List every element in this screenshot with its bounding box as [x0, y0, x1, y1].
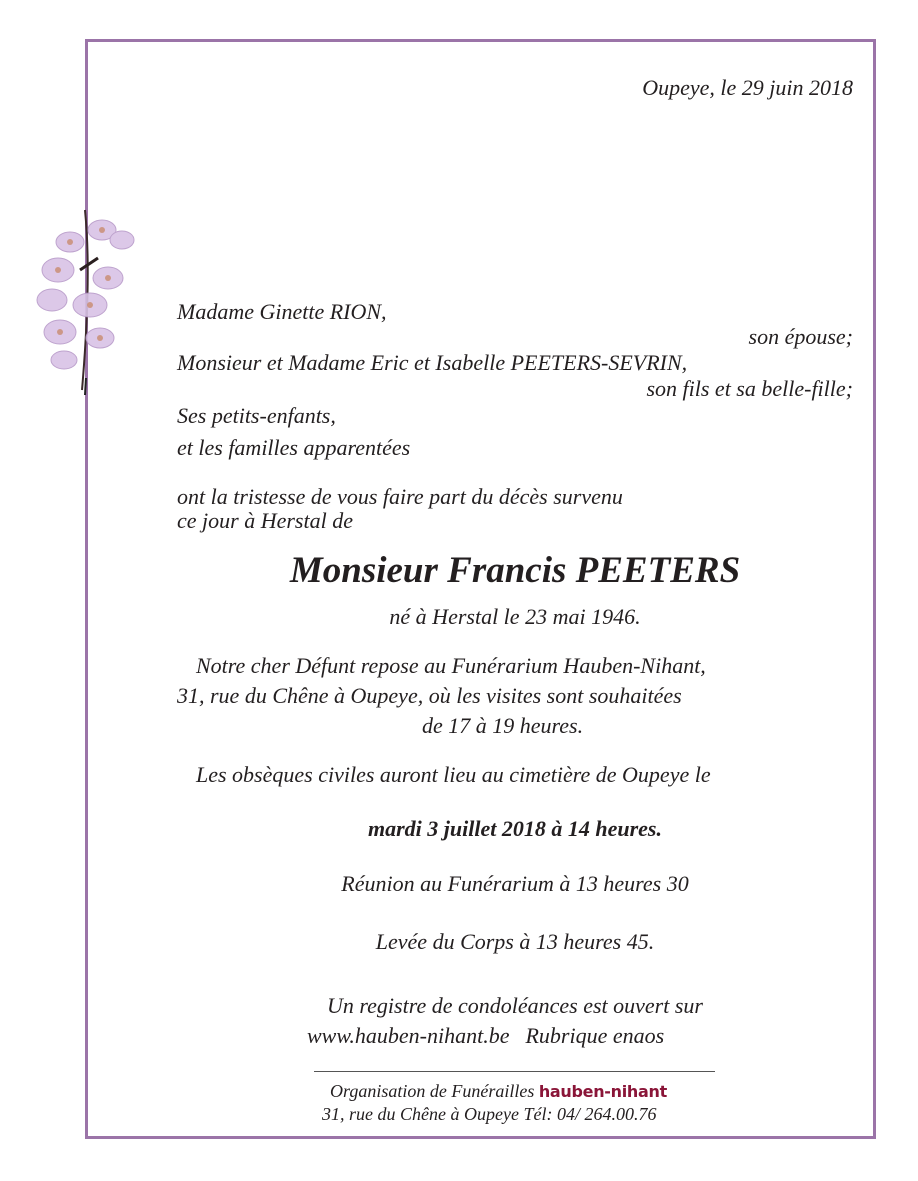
family-grandchildren: Ses petits-enfants,	[177, 403, 336, 428]
footer-divider	[314, 1071, 715, 1072]
deceased-name: Monsieur Francis PEETERS	[289, 550, 741, 591]
registry-section: Rubrique enaos	[525, 1023, 665, 1048]
family-relatives: et les familles apparentées	[177, 435, 411, 460]
footer-org	[330, 1080, 667, 1103]
registry-line-1: Un registre de condoléances est ouvert sur	[327, 993, 703, 1018]
visitation-line-3: de 17 à 19 heures.	[422, 713, 584, 738]
funeral-meeting: Réunion au Funérarium à 13 heures 30	[341, 871, 689, 896]
birth-info: né à Herstal le 23 mai 1946.	[389, 604, 641, 629]
brand-logo: hauben-nihant	[538, 1082, 667, 1101]
funeral-intro: Les obsèques civiles auront lieu au cimetière de Oupeye le	[196, 762, 711, 787]
visitation-line-1: Notre cher Défunt repose au Funérarium Hauben-Nihant,	[196, 653, 706, 678]
family-son-relation: son fils et sa belle-fille;	[646, 376, 853, 401]
orchid-flower-icon	[30, 200, 150, 400]
funeral-date-time: mardi 3 juillet 2018 à 14 heures.	[368, 816, 662, 841]
footer-address: 31, rue du Chêne à Oupeye Tél: 04/ 264.00.76	[322, 1104, 657, 1124]
funeral-levee: Levée du Corps à 13 heures 45.	[375, 929, 655, 954]
visitation-line-2: 31, rue du Chêne à Oupeye, où les visites sont souhaitées	[177, 683, 682, 708]
family-son: Monsieur et Madame Eric et Isabelle PEETERS-SEVRIN,	[177, 350, 688, 375]
family-spouse: Madame Ginette RION,	[177, 299, 387, 324]
place-date: Oupeye, le 29 juin 2018	[642, 75, 853, 100]
footer-org-label: Organisation de Funérailles	[330, 1081, 535, 1101]
registry-website-link[interactable]: www.hauben-nihant.be	[307, 1023, 510, 1048]
registry-website[interactable]	[307, 1023, 664, 1049]
family-spouse-relation: son épouse;	[748, 324, 853, 349]
announcement-line-2: ce jour à Herstal de	[177, 508, 353, 533]
announcement-line-1: ont la tristesse de vous faire part du décès survenu	[177, 484, 623, 509]
